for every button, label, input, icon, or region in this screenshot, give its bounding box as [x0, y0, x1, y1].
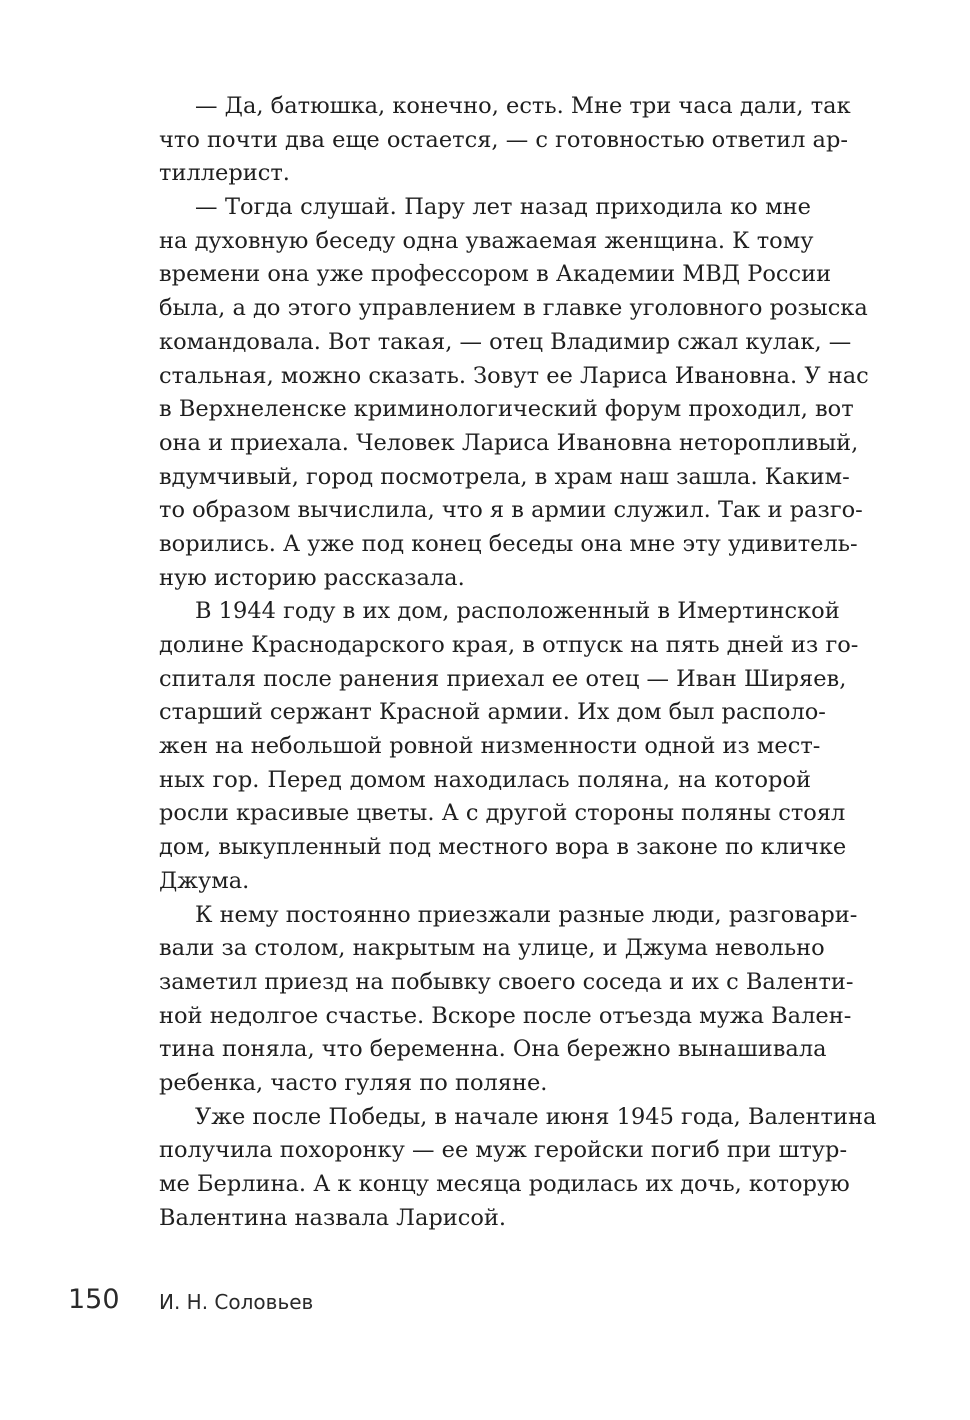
paragraph [159, 899, 858, 1101]
text-line: ную историю рассказала. [159, 564, 465, 591]
body-text [159, 90, 877, 1235]
text-line: спиталя после ранения приехал ее отец — Иван Ширяев, [159, 665, 847, 692]
text-line: времени она уже профессором в Академии МВД России [159, 261, 832, 288]
text-line: вдумчивый, город посмотрела, в храм наш зашла. Каким- [159, 463, 850, 490]
text-line: ребенка, часто гуляя по поляне. [159, 1069, 548, 1096]
text-line: стальная, можно сказать. Зовут ее Лариса Ивановна. У нас [159, 362, 869, 389]
text-line: ной недолгое счастье. Вскоре после отъезда мужа Вален- [159, 1002, 852, 1029]
paragraph [159, 595, 859, 898]
text-line: жен на небольшой ровной низменности одной из мест- [159, 733, 821, 760]
paragraph [159, 1101, 877, 1236]
paragraph [159, 191, 869, 595]
text-line: Джума. [159, 867, 250, 894]
text-line: ных гор. Перед домом находилась поляна, на которой [159, 766, 811, 793]
text-line: была, а до этого управлением в главке уголовного розыска [159, 295, 868, 322]
page-footer [0, 1280, 970, 1320]
page-number: 150 [68, 1284, 120, 1315]
text-line: — Да, батюшка, конечно, есть. Мне три часа дали, так [195, 93, 851, 119]
text-line: Валентина назвала Ларисой. [159, 1204, 507, 1231]
text-line: вали за столом, накрытым на улице, и Джума невольно [159, 935, 825, 962]
text-line: в Верхнеленске криминологический форум проходил, вот [159, 396, 854, 423]
text-line: она и приехала. Человек Лариса Ивановна неторопливый, [159, 429, 859, 456]
text-line: дом, выкупленный под местного вора в законе по кличке [159, 834, 847, 861]
text-line: получила похоронку — ее муж геройски погиб при штур- [159, 1137, 848, 1164]
text-line: Уже после Победы, в начале июня 1945 года, Валентина [195, 1103, 877, 1130]
text-line: то образом вычислила, что я в армии служил. Так и разго- [159, 497, 863, 524]
text-line: долине Краснодарского края, в отпуск на пять дней из го- [159, 632, 859, 658]
text-line: тина поняла, что беременна. Она бережно вынашивала [159, 1036, 827, 1063]
text-line: на духовную беседу одна уважаемая женщина. К тому [159, 227, 814, 254]
text-line: К нему постоянно приезжали разные люди, разговари- [195, 901, 858, 928]
running-author: И. Н. Соловьев [159, 1290, 314, 1314]
paragraph [159, 90, 851, 191]
text-line: — Тогда слушай. Пару лет назад приходила ко мне [195, 194, 811, 221]
text-line: что почти два еще остается, — с готовностью ответил ар- [159, 126, 848, 153]
text-line: В 1944 году в их дом, расположенный в Имертинской [195, 598, 840, 625]
text-line: заметил приезд на побывку своего соседа и их с Валенти- [159, 968, 854, 995]
text-line: ме Берлина. А к концу месяца родилась их дочь, которую [159, 1171, 850, 1197]
text-line: росли красивые цветы. А с другой стороны поляны стоял [159, 800, 846, 827]
text-line: старший сержант Красной армии. Их дом был располо- [159, 699, 826, 726]
text-line: ворились. А уже под конец беседы она мне эту удивитель- [159, 530, 858, 557]
text-line: командовала. Вот такая, — отец Владимир сжал кулак, — [159, 328, 852, 355]
text-line: тиллерист. [159, 160, 290, 187]
